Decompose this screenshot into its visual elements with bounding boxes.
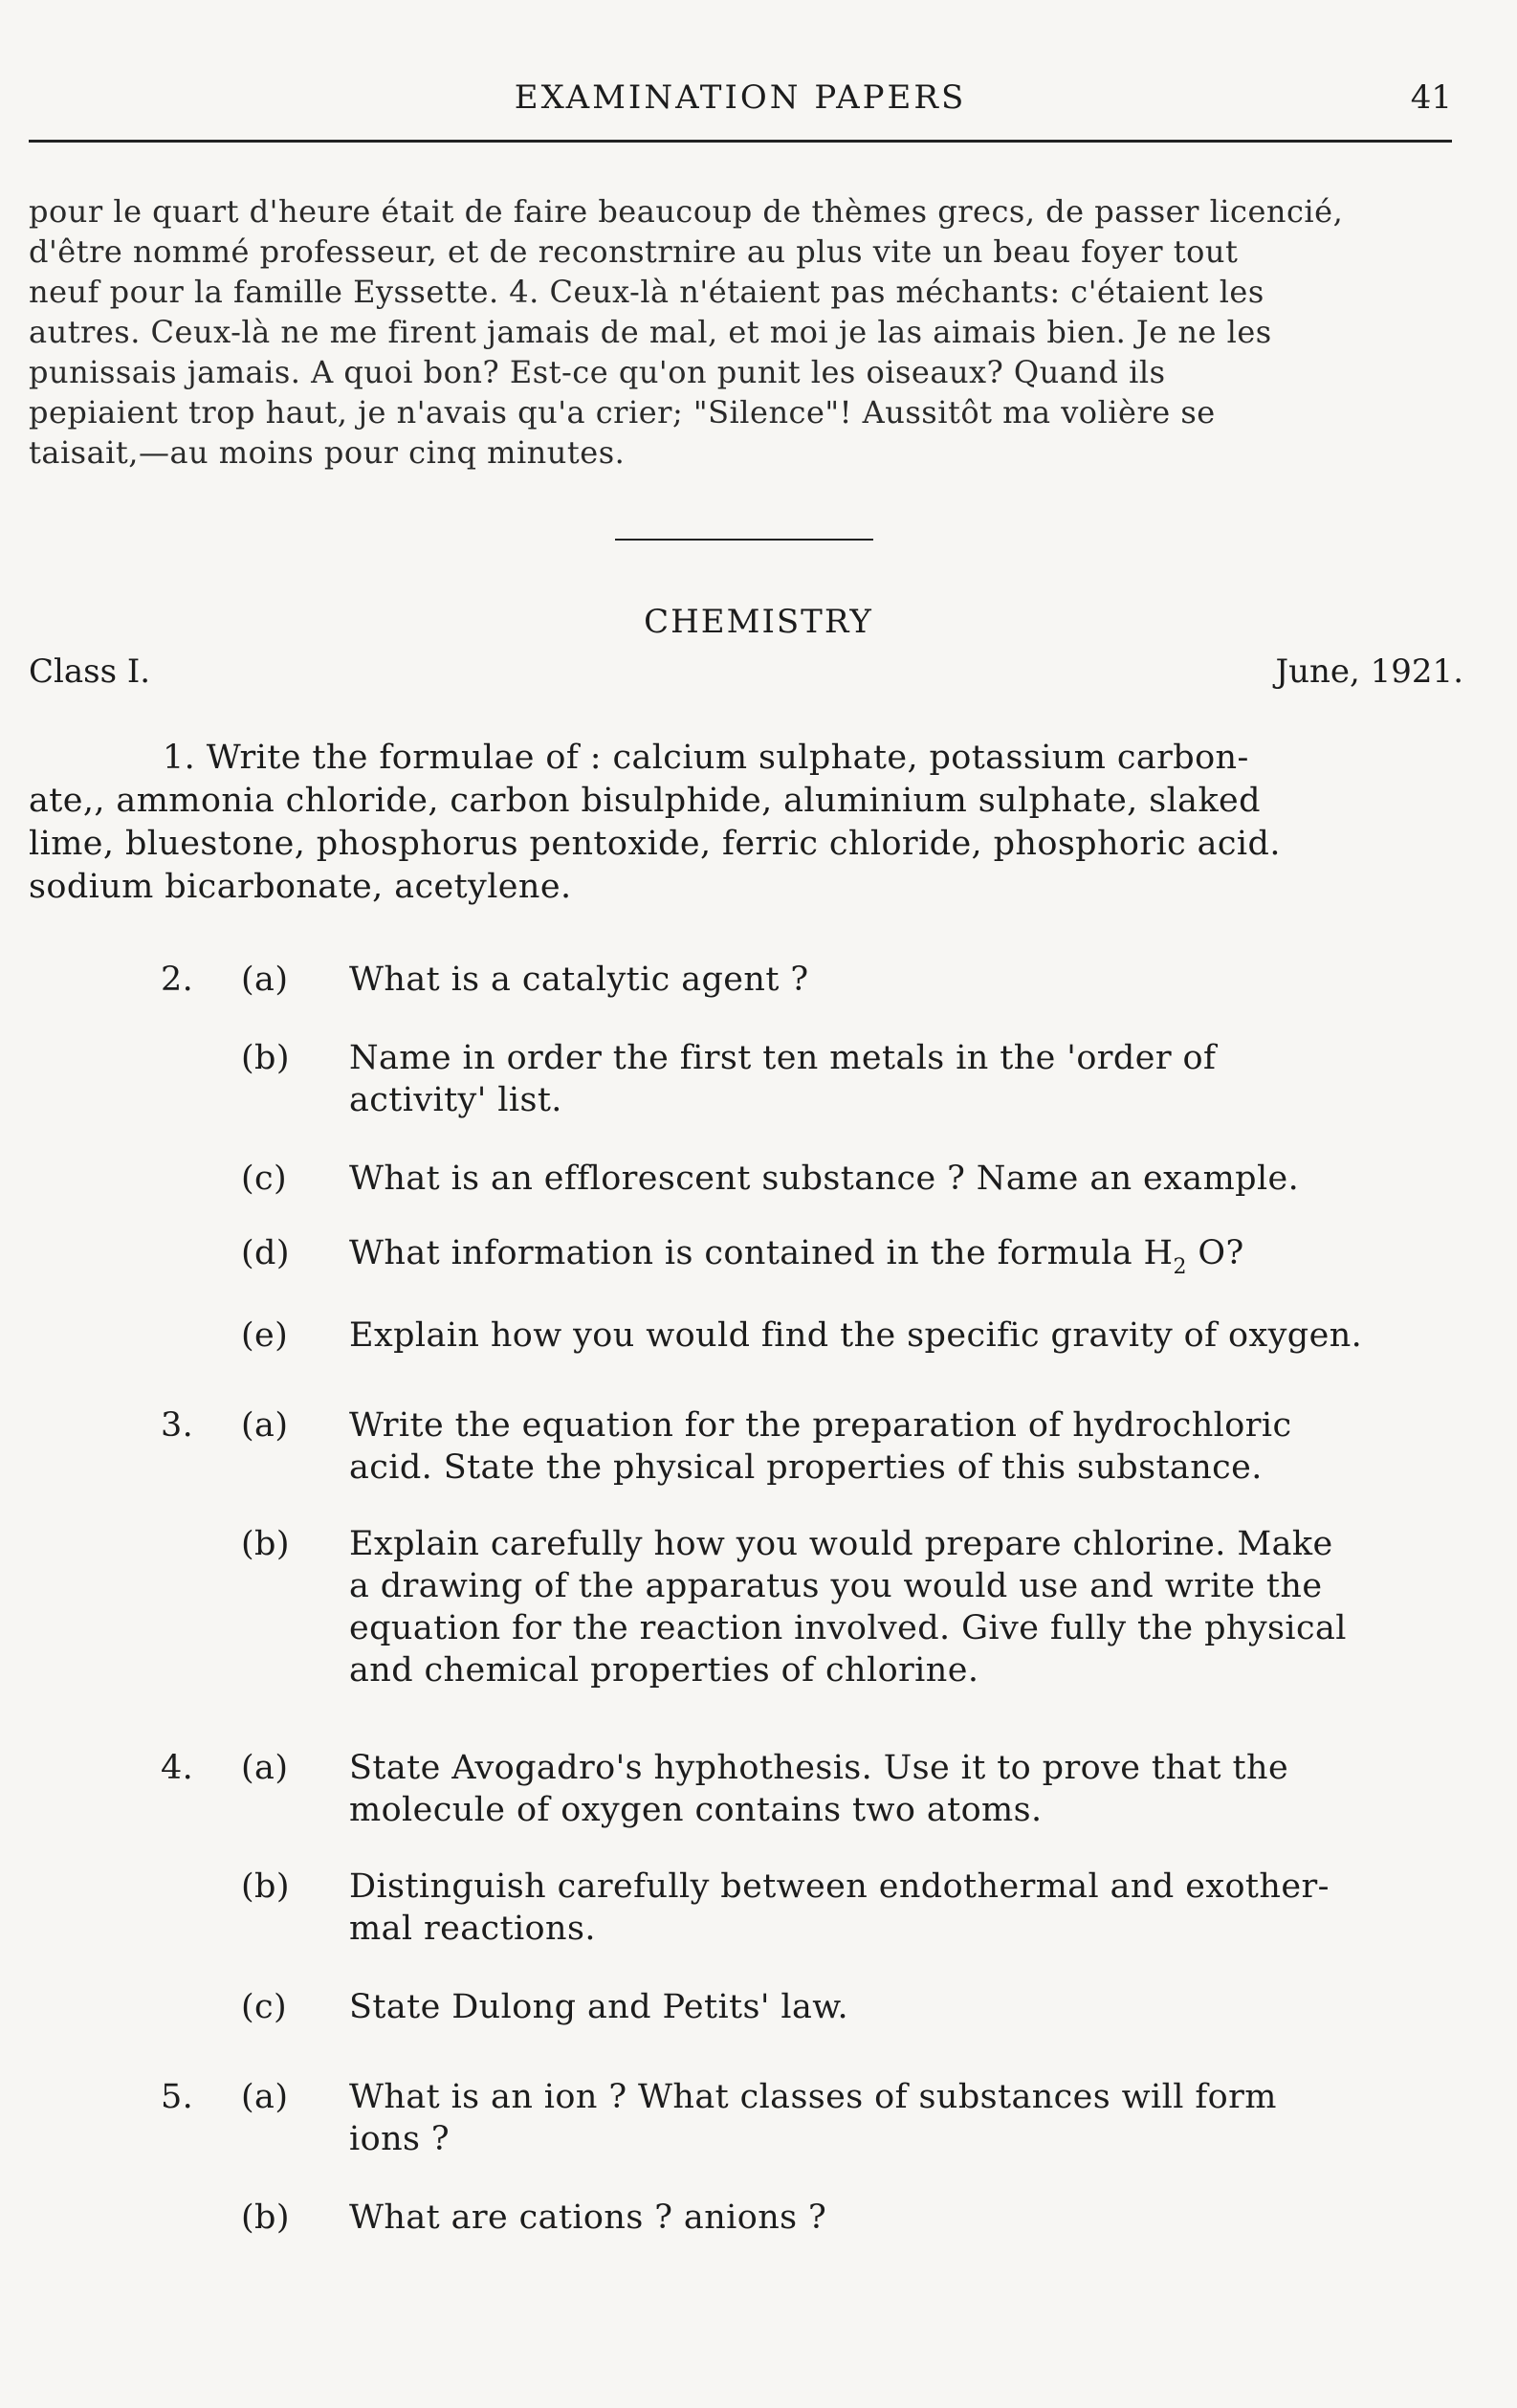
- question-line: ate,, ammonia chloride, carbon bisulphide, aluminium sulphate, slaked: [29, 782, 1261, 820]
- french-line: d'être nommé professeur, et de reconstrnire au plus vite un beau foyer tout: [29, 233, 1239, 270]
- class-label: Class I.: [29, 652, 151, 691]
- part-label: (a): [241, 2078, 289, 2116]
- header-rule: [29, 140, 1452, 143]
- question-text: mal reactions.: [349, 1910, 596, 1948]
- question-text: a drawing of the apparatus you would use and write the: [349, 1567, 1323, 1605]
- part-label: (b): [241, 1039, 290, 1077]
- question-1: [29, 737, 1462, 909]
- question-text: State Dulong and Petits' law.: [349, 1988, 849, 2026]
- exam-date: June, 1921.: [1275, 652, 1463, 691]
- question-text: equation for the reaction involved. Give fully the physical: [349, 1609, 1347, 1647]
- french-line: taisait,—au moins pour cinq minutes.: [29, 434, 626, 471]
- question-text: activity' list.: [349, 1081, 562, 1119]
- french-line: autres. Ceux-là ne me firent jamais de mal, et moi je las aimais bien. Je ne les: [29, 314, 1272, 350]
- part-label: (d): [241, 1234, 290, 1272]
- part-label: (a): [241, 1749, 289, 1787]
- french-line: pepiaient trop haut, je n'avais qu'a crier; "Silence"! Aussitôt ma volière se: [29, 394, 1216, 431]
- formula-subscript: 2: [1173, 1255, 1187, 1279]
- question-text: What is an efflorescent substance ? Name an example.: [349, 1160, 1300, 1198]
- question-text: Explain carefully how you would prepare chlorine. Make: [349, 1525, 1333, 1563]
- class-date-line: [29, 652, 1463, 695]
- french-line: neuf pour la famille Eyssette. 4. Ceux-là n'étaient pas méchants: c'étaient les: [29, 274, 1264, 310]
- question-number: 5.: [161, 2078, 194, 2116]
- question-text: ions ?: [349, 2120, 451, 2158]
- page-number: 41: [1410, 78, 1452, 117]
- question-number: 4.: [161, 1749, 194, 1787]
- formula-text: What information is contained in the formula H: [349, 1234, 1174, 1272]
- section-title: CHEMISTRY: [644, 603, 873, 641]
- question-text: acid. State the physical properties of this substance.: [349, 1448, 1263, 1487]
- part-label: (c): [241, 1160, 288, 1198]
- part-label: (b): [241, 1525, 290, 1563]
- question-line: sodium bicarbonate, acetylene.: [29, 868, 572, 906]
- question-text: and chemical properties of chlorine.: [349, 1651, 979, 1690]
- question-number: 3.: [161, 1406, 194, 1445]
- question-text: What are cations ? anions ?: [349, 2198, 827, 2237]
- formula-tail: O?: [1186, 1234, 1244, 1272]
- part-label: (a): [241, 1406, 289, 1445]
- question-text: Explain how you would find the specific gravity of oxygen.: [349, 1316, 1363, 1355]
- french-line: punissais jamais. A quoi bon? Est-ce qu'on punit les oiseaux? Quand ils: [29, 354, 1166, 390]
- question-text: What is a catalytic agent ?: [349, 961, 809, 999]
- question-text: Distinguish carefully between endothermal and exother-: [349, 1867, 1330, 1906]
- section-divider: [615, 539, 873, 541]
- question-text: [349, 1232, 1468, 1279]
- question-text: Write the equation for the preparation of hydrochloric: [349, 1406, 1292, 1445]
- question-text: What is an ion ? What classes of substances will form: [349, 2078, 1277, 2116]
- question-text: State Avogadro's hyphothesis. Use it to prove that the: [349, 1749, 1289, 1787]
- question-text: molecule of oxygen contains two atoms.: [349, 1791, 1043, 1829]
- part-label: (b): [241, 2198, 290, 2237]
- part-label: (c): [241, 1988, 288, 2026]
- part-label: (b): [241, 1867, 290, 1906]
- part-label: (a): [241, 961, 289, 999]
- french-line: pour le quart d'heure était de faire beaucoup de thèmes grecs, de passer licencié,: [29, 193, 1344, 230]
- french-passage: [29, 191, 1463, 473]
- question-text: Name in order the first ten metals in the 'order of: [349, 1039, 1217, 1077]
- question-line: lime, bluestone, phosphorus pentoxide, ferric chloride, phosphoric acid.: [29, 825, 1281, 863]
- running-head: [29, 78, 1452, 136]
- part-label: (e): [241, 1316, 289, 1355]
- running-title: EXAMINATION PAPERS: [514, 78, 967, 117]
- question-line: 1. Write the formulae of : calcium sulphate, potassium carbon-: [163, 739, 1249, 777]
- question-number: 2.: [161, 961, 194, 999]
